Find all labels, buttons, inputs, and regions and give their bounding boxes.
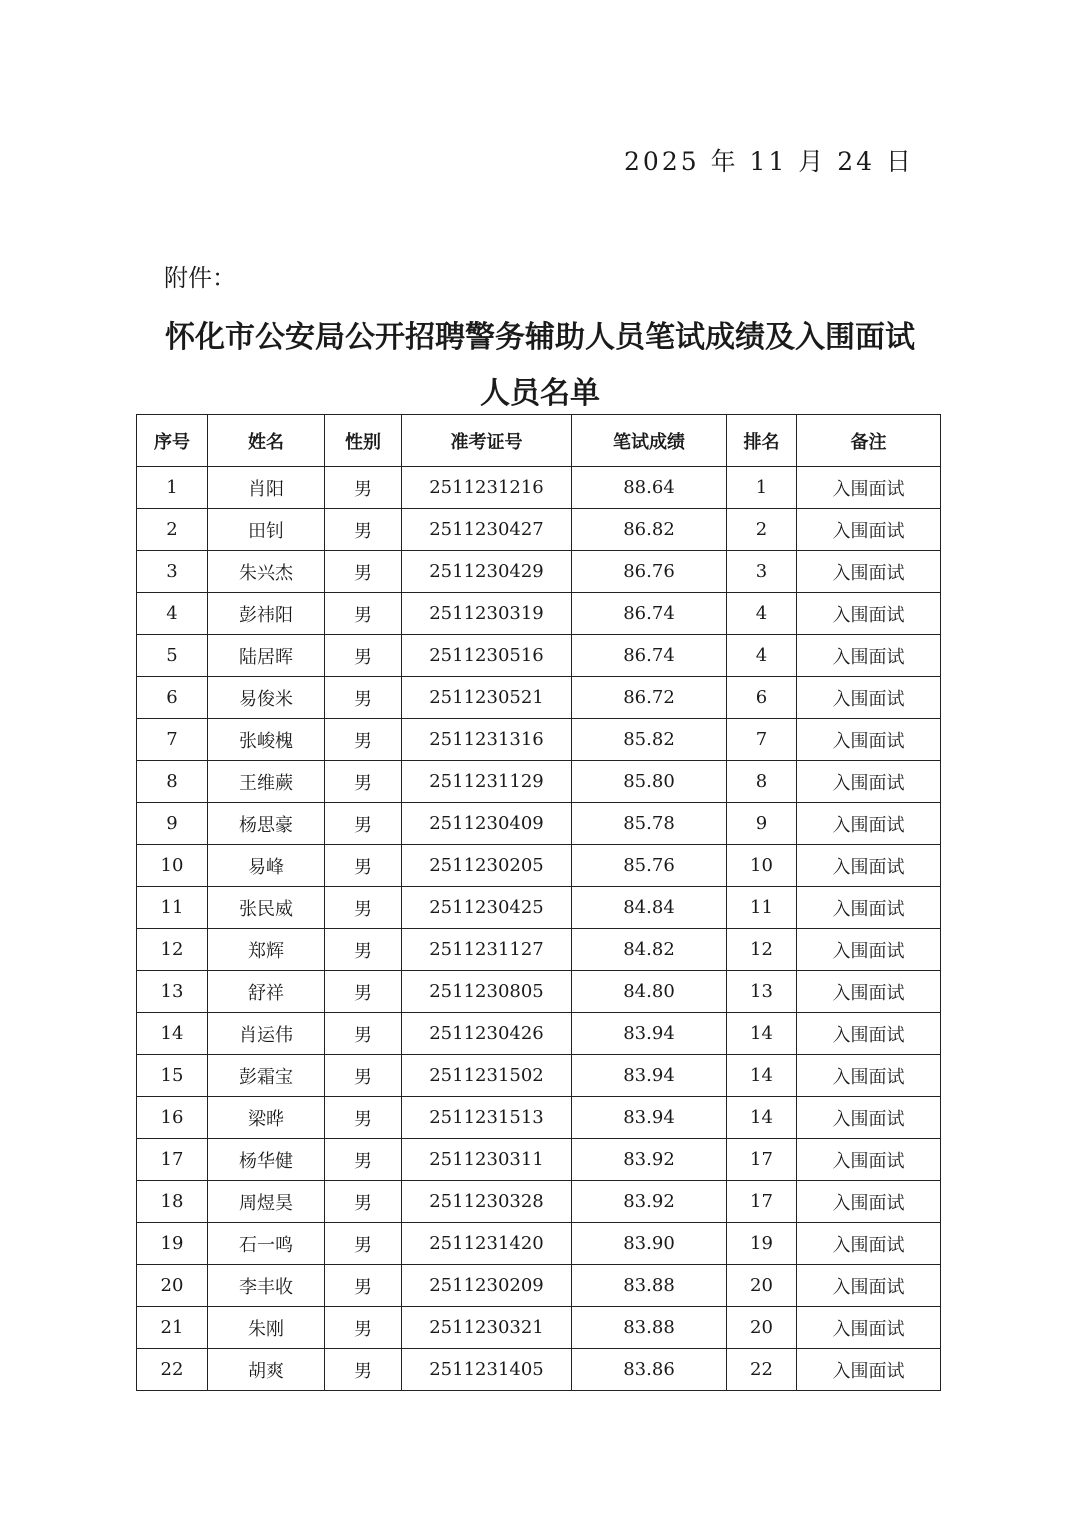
cell-name: 杨思豪 [208, 803, 325, 845]
cell-gender: 男 [325, 467, 402, 509]
cell-gender: 男 [325, 719, 402, 761]
cell-rank: 22 [727, 1349, 797, 1391]
cell-name: 肖运伟 [208, 1013, 325, 1055]
cell-name: 朱刚 [208, 1307, 325, 1349]
cell-exam-id: 2511230321 [402, 1307, 572, 1349]
cell-index: 11 [137, 887, 208, 929]
results-table [136, 414, 941, 1391]
cell-index: 17 [137, 1139, 208, 1181]
cell-score: 86.82 [572, 509, 727, 551]
cell-score: 83.90 [572, 1223, 727, 1265]
cell-score: 84.80 [572, 971, 727, 1013]
cell-remark: 入围面试 [797, 551, 941, 593]
cell-score: 83.86 [572, 1349, 727, 1391]
cell-remark: 入围面试 [797, 929, 941, 971]
cell-rank: 9 [727, 803, 797, 845]
cell-gender: 男 [325, 1013, 402, 1055]
cell-rank: 20 [727, 1265, 797, 1307]
header-name: 姓名 [208, 415, 325, 467]
cell-exam-id: 2511230409 [402, 803, 572, 845]
table-row [137, 1307, 941, 1349]
cell-gender: 男 [325, 551, 402, 593]
cell-index: 15 [137, 1055, 208, 1097]
cell-gender: 男 [325, 845, 402, 887]
header-rank: 排名 [727, 415, 797, 467]
cell-name: 彭霜宝 [208, 1055, 325, 1097]
cell-remark: 入围面试 [797, 971, 941, 1013]
table-row [137, 635, 941, 677]
table-row [137, 1223, 941, 1265]
cell-rank: 7 [727, 719, 797, 761]
cell-remark: 入围面试 [797, 1349, 941, 1391]
cell-rank: 14 [727, 1055, 797, 1097]
table-row [137, 677, 941, 719]
cell-index: 4 [137, 593, 208, 635]
cell-index: 14 [137, 1013, 208, 1055]
cell-exam-id: 2511231502 [402, 1055, 572, 1097]
cell-exam-id: 2511230426 [402, 1013, 572, 1055]
cell-rank: 12 [727, 929, 797, 971]
cell-index: 20 [137, 1265, 208, 1307]
table-row [137, 761, 941, 803]
cell-remark: 入围面试 [797, 719, 941, 761]
cell-remark: 入围面试 [797, 635, 941, 677]
cell-name: 王维蕨 [208, 761, 325, 803]
cell-rank: 17 [727, 1181, 797, 1223]
cell-name: 周煜昊 [208, 1181, 325, 1223]
cell-rank: 14 [727, 1013, 797, 1055]
cell-exam-id: 2511231127 [402, 929, 572, 971]
cell-remark: 入围面试 [797, 1055, 941, 1097]
table-row [137, 845, 941, 887]
cell-name: 肖阳 [208, 467, 325, 509]
cell-exam-id: 2511230311 [402, 1139, 572, 1181]
cell-exam-id: 2511230425 [402, 887, 572, 929]
cell-remark: 入围面试 [797, 509, 941, 551]
cell-gender: 男 [325, 803, 402, 845]
cell-index: 2 [137, 509, 208, 551]
cell-score: 83.88 [572, 1265, 727, 1307]
table-row [137, 719, 941, 761]
cell-exam-id: 2511231420 [402, 1223, 572, 1265]
cell-name: 陆居晖 [208, 635, 325, 677]
cell-name: 张峻槐 [208, 719, 325, 761]
cell-index: 9 [137, 803, 208, 845]
cell-score: 85.76 [572, 845, 727, 887]
table-row [137, 467, 941, 509]
cell-exam-id: 2511230516 [402, 635, 572, 677]
header-index: 序号 [137, 415, 208, 467]
cell-rank: 8 [727, 761, 797, 803]
header-gender: 性别 [325, 415, 402, 467]
cell-score: 84.84 [572, 887, 727, 929]
cell-index: 21 [137, 1307, 208, 1349]
cell-exam-id: 2511230805 [402, 971, 572, 1013]
cell-score: 85.80 [572, 761, 727, 803]
table-row [137, 971, 941, 1013]
cell-gender: 男 [325, 1265, 402, 1307]
cell-remark: 入围面试 [797, 1223, 941, 1265]
cell-rank: 4 [727, 635, 797, 677]
cell-remark: 入围面试 [797, 1265, 941, 1307]
cell-exam-id: 2511231316 [402, 719, 572, 761]
table-row [137, 1181, 941, 1223]
cell-gender: 男 [325, 929, 402, 971]
cell-exam-id: 2511230328 [402, 1181, 572, 1223]
cell-index: 10 [137, 845, 208, 887]
cell-gender: 男 [325, 1139, 402, 1181]
cell-name: 田钊 [208, 509, 325, 551]
cell-remark: 入围面试 [797, 1013, 941, 1055]
cell-score: 83.92 [572, 1181, 727, 1223]
cell-index: 3 [137, 551, 208, 593]
cell-name: 舒祥 [208, 971, 325, 1013]
cell-name: 易峰 [208, 845, 325, 887]
cell-remark: 入围面试 [797, 803, 941, 845]
cell-remark: 入围面试 [797, 761, 941, 803]
cell-index: 18 [137, 1181, 208, 1223]
cell-score: 85.82 [572, 719, 727, 761]
cell-rank: 10 [727, 845, 797, 887]
table-row [137, 803, 941, 845]
table-row [137, 551, 941, 593]
cell-score: 86.76 [572, 551, 727, 593]
cell-name: 彭祎阳 [208, 593, 325, 635]
cell-name: 易俊米 [208, 677, 325, 719]
cell-exam-id: 2511231405 [402, 1349, 572, 1391]
cell-index: 5 [137, 635, 208, 677]
cell-rank: 20 [727, 1307, 797, 1349]
cell-gender: 男 [325, 1097, 402, 1139]
cell-score: 83.94 [572, 1055, 727, 1097]
cell-name: 朱兴杰 [208, 551, 325, 593]
header-remark: 备注 [797, 415, 941, 467]
cell-score: 86.74 [572, 593, 727, 635]
table-row [137, 1349, 941, 1391]
cell-exam-id: 2511230319 [402, 593, 572, 635]
cell-remark: 入围面试 [797, 1139, 941, 1181]
cell-exam-id: 2511230429 [402, 551, 572, 593]
cell-exam-id: 2511231216 [402, 467, 572, 509]
cell-gender: 男 [325, 1223, 402, 1265]
cell-gender: 男 [325, 593, 402, 635]
cell-index: 1 [137, 467, 208, 509]
cell-exam-id: 2511231129 [402, 761, 572, 803]
table-row [137, 593, 941, 635]
cell-score: 86.72 [572, 677, 727, 719]
cell-gender: 男 [325, 1349, 402, 1391]
cell-gender: 男 [325, 1307, 402, 1349]
cell-rank: 1 [727, 467, 797, 509]
table-row [137, 1013, 941, 1055]
cell-remark: 入围面试 [797, 593, 941, 635]
table-row [137, 1139, 941, 1181]
table-row [137, 1097, 941, 1139]
cell-remark: 入围面试 [797, 1097, 941, 1139]
cell-index: 7 [137, 719, 208, 761]
cell-gender: 男 [325, 971, 402, 1013]
document-title-line-1: 怀化市公安局公开招聘警务辅助人员笔试成绩及入围面试 [165, 320, 915, 355]
header-score: 笔试成绩 [572, 415, 727, 467]
cell-index: 13 [137, 971, 208, 1013]
cell-rank: 14 [727, 1097, 797, 1139]
cell-score: 85.78 [572, 803, 727, 845]
cell-gender: 男 [325, 761, 402, 803]
cell-score: 86.74 [572, 635, 727, 677]
cell-index: 12 [137, 929, 208, 971]
cell-score: 83.88 [572, 1307, 727, 1349]
table-header-row [137, 415, 941, 467]
header-exam-id: 准考证号 [402, 415, 572, 467]
cell-name: 胡爽 [208, 1349, 325, 1391]
cell-name: 杨华健 [208, 1139, 325, 1181]
cell-exam-id: 2511230427 [402, 509, 572, 551]
cell-remark: 入围面试 [797, 677, 941, 719]
attachment-label: 附件： [164, 264, 236, 292]
cell-rank: 3 [727, 551, 797, 593]
cell-rank: 6 [727, 677, 797, 719]
cell-exam-id: 2511230205 [402, 845, 572, 887]
cell-score: 83.94 [572, 1097, 727, 1139]
document-title-line-2: 人员名单 [480, 376, 600, 411]
cell-index: 6 [137, 677, 208, 719]
cell-index: 22 [137, 1349, 208, 1391]
cell-exam-id: 2511231513 [402, 1097, 572, 1139]
cell-score: 83.94 [572, 1013, 727, 1055]
cell-score: 83.92 [572, 1139, 727, 1181]
cell-rank: 17 [727, 1139, 797, 1181]
table-row [137, 509, 941, 551]
cell-index: 16 [137, 1097, 208, 1139]
cell-rank: 13 [727, 971, 797, 1013]
cell-exam-id: 2511230209 [402, 1265, 572, 1307]
cell-gender: 男 [325, 635, 402, 677]
cell-rank: 4 [727, 593, 797, 635]
cell-index: 8 [137, 761, 208, 803]
cell-remark: 入围面试 [797, 1307, 941, 1349]
cell-score: 84.82 [572, 929, 727, 971]
cell-gender: 男 [325, 509, 402, 551]
cell-name: 张民威 [208, 887, 325, 929]
table-row [137, 1265, 941, 1307]
cell-name: 李丰收 [208, 1265, 325, 1307]
table-row [137, 929, 941, 971]
cell-remark: 入围面试 [797, 887, 941, 929]
cell-name: 梁晔 [208, 1097, 325, 1139]
cell-gender: 男 [325, 1181, 402, 1223]
table-body [137, 467, 941, 1391]
cell-gender: 男 [325, 677, 402, 719]
table-row [137, 1055, 941, 1097]
cell-remark: 入围面试 [797, 845, 941, 887]
cell-exam-id: 2511230521 [402, 677, 572, 719]
document-date: 2025 年 11 月 24 日 [624, 147, 914, 176]
cell-score: 88.64 [572, 467, 727, 509]
cell-rank: 2 [727, 509, 797, 551]
cell-name: 石一鸣 [208, 1223, 325, 1265]
cell-name: 郑辉 [208, 929, 325, 971]
cell-remark: 入围面试 [797, 467, 941, 509]
cell-rank: 11 [727, 887, 797, 929]
cell-gender: 男 [325, 887, 402, 929]
cell-rank: 19 [727, 1223, 797, 1265]
cell-remark: 入围面试 [797, 1181, 941, 1223]
cell-gender: 男 [325, 1055, 402, 1097]
table-row [137, 887, 941, 929]
cell-index: 19 [137, 1223, 208, 1265]
